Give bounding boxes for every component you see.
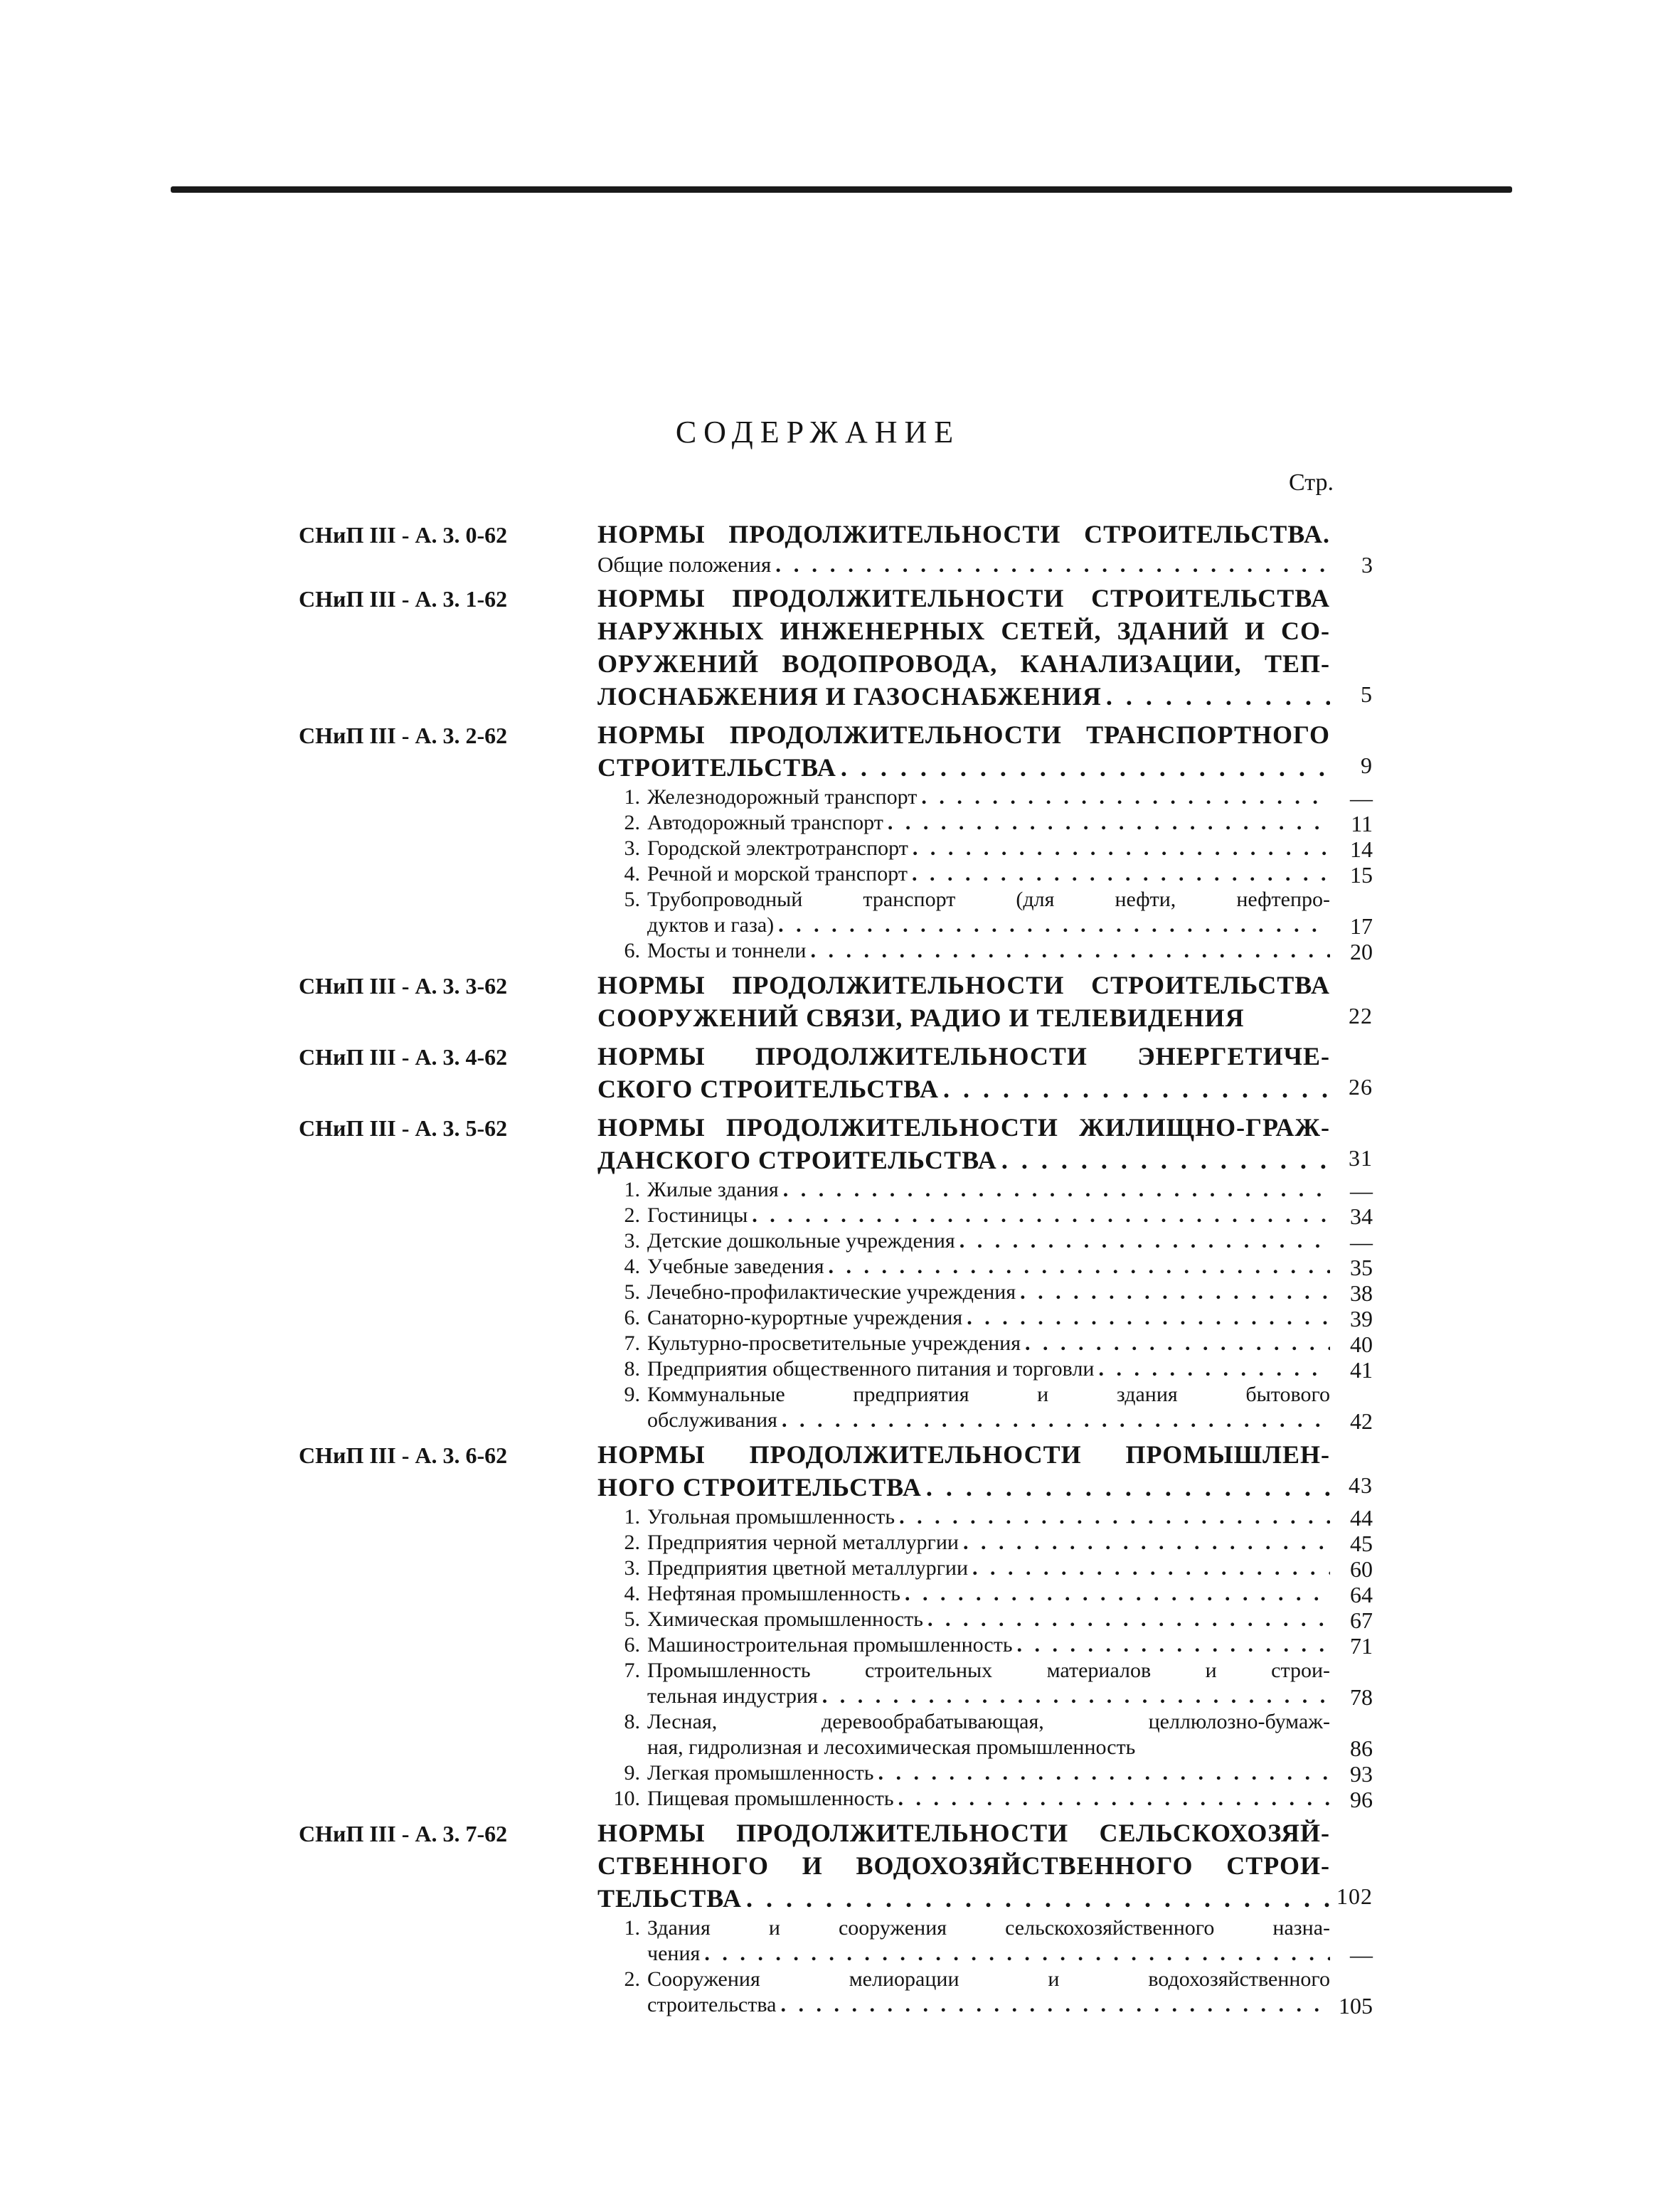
leader-dots [888,811,1330,835]
subsection-item [624,1761,1373,1787]
item-number: 8. [624,1357,640,1381]
page-number: 64 [1350,1582,1373,1607]
leader-dots [783,1178,1330,1202]
page-number: 71 [1350,1633,1373,1659]
subsection-item-continued [647,913,1373,939]
item-text: Учебные заведения [647,1255,824,1278]
item-number: 1. [624,1505,640,1529]
section-title-text: СТРОИТЕЛЬСТВА [597,753,836,782]
page-number: 93 [1350,1761,1373,1787]
page-number: — [1350,1229,1373,1255]
page-number: 43 [1349,1472,1373,1498]
item-number: 10. [613,1787,640,1810]
section-title-text: НОРМЫ ПРОДОЛЖИТЕЛЬНОСТИ СТРОИТЕЛЬСТВА. [597,520,1330,548]
item-text: Мосты и тоннели [647,939,807,962]
page-number: 26 [1349,1074,1373,1100]
section-title-text: ТЕЛЬСТВА [597,1884,743,1913]
section-title-line [597,1818,1330,1851]
section-title-text: ОРУЖЕНИЙ ВОДОПРОВОДА, КАНАЛИЗАЦИИ, ТЕП- [597,649,1330,678]
item-text: Гостиницы [647,1203,748,1227]
leader-dots [810,939,1330,963]
table-of-contents [299,519,1373,2024]
item-number: 3. [624,1229,640,1253]
subsection-item [624,1280,1373,1306]
subsection-item [624,1607,1373,1633]
toc-entry [299,1818,1373,2019]
page-number: 14 [1350,836,1373,862]
item-number: 5. [624,1280,640,1304]
page-column-label: Стр. [1289,469,1334,496]
page-number: 96 [1350,1787,1373,1812]
entry-gap [299,1036,1359,1041]
item-text: Железнодорожный транспорт [647,785,918,809]
subsection-item [624,1357,1373,1383]
page-number: 9 [1361,753,1373,778]
page-number: 39 [1350,1306,1373,1331]
snip-code: СНиП III - А. 3. 7-62 [299,1821,508,1846]
subsection-item [624,862,1373,888]
subsection-item [624,836,1373,862]
subsection-item-continued [647,1942,1373,1967]
section-title-line [597,1112,1330,1145]
section-title-line [597,649,1330,681]
subsection-item-continued [647,1408,1373,1434]
subsection-item [624,1178,1373,1203]
snip-code: СНиП III - А. 3. 6-62 [299,1442,508,1468]
item-text-continued: ная, гидролизная и лесохимическая промышленность [647,1735,1136,1759]
item-text: Городской электротранспорт [647,836,908,860]
item-text: Предприятия цветной металлургии [647,1556,969,1580]
subsection-item [624,888,1330,913]
subsection-item [624,1582,1373,1607]
page-number: 17 [1350,913,1373,939]
item-number: 2. [624,1531,640,1554]
section-title-line [597,1440,1330,1472]
leader-dots [1025,1331,1330,1356]
leader-dots [878,1761,1330,1785]
page-number: 22 [1349,1003,1373,1028]
page-number: 60 [1350,1556,1373,1582]
page-number: 40 [1350,1331,1373,1357]
item-text: Трубопроводный транспорт (для нефти, нефтепро- [647,888,1330,911]
item-text: Здания и сооружения сельскохозяйственного назна- [647,1916,1330,1940]
page-number: 11 [1351,811,1373,836]
item-number: 9. [624,1761,640,1785]
item-text: Жилые здания [647,1178,779,1201]
toc-entry [299,1041,1373,1107]
page-number: — [1350,1178,1373,1203]
item-text: Коммунальные предприятия и здания бытового [647,1383,1330,1406]
item-number: 7. [624,1659,640,1682]
toc-entry [299,720,1373,964]
subsection-item [624,1967,1330,1993]
entry-gap [299,1812,1359,1818]
toc-entry [299,519,1373,578]
item-text: Лечебно-профилактические учреждения [647,1280,1016,1304]
item-text: Предприятия черной металлургии [647,1531,959,1554]
page-number: 44 [1350,1505,1373,1531]
item-text: Культурно-просветительные учреждения [647,1331,1021,1355]
leader-dots [905,1582,1330,1606]
page-number: 15 [1350,862,1373,888]
section-title-line [597,681,1373,714]
item-number: 1. [624,1916,640,1940]
leader-dots [841,753,1330,782]
item-text: Детские дошкольные учреждения [647,1229,955,1253]
leader-dots [822,1684,1330,1708]
leader-dots [1098,1357,1330,1381]
page-number: 34 [1350,1203,1373,1229]
page-number: 5 [1361,681,1373,707]
item-number: 1. [624,785,640,809]
section-title-line [597,519,1330,552]
subsection-item [624,1556,1373,1582]
page-number: — [1350,785,1373,811]
subsection-item [624,1531,1373,1556]
item-text: Химическая промышленность [647,1607,923,1631]
page-number: 45 [1350,1531,1373,1556]
section-title-line [597,970,1330,1003]
subsection-item [624,1505,1373,1531]
item-number: 3. [624,836,640,860]
snip-code: СНиП III - А. 3. 1-62 [299,586,508,612]
item-text: Легкая промышленность [647,1761,874,1785]
page-number: 20 [1350,939,1373,964]
leader-dots [943,1074,1330,1104]
leader-dots [778,913,1330,937]
subsection-item [624,1331,1373,1357]
item-number: 5. [624,888,640,911]
page-number: 38 [1350,1280,1373,1306]
item-text: Санаторно-курортные учреждения [647,1306,963,1329]
toc-entry [299,583,1373,714]
snip-code: СНиП III - А. 3. 5-62 [299,1115,508,1141]
subsection-item [624,1916,1330,1942]
snip-code: СНиП III - А. 3. 0-62 [299,522,508,548]
subsection-item [624,1306,1373,1331]
section-title-line [597,720,1330,753]
entry-gap [299,2019,1359,2024]
subsection-item [624,1229,1373,1255]
page-number: 78 [1350,1684,1373,1710]
item-text-continued: дуктов и газа) [647,913,775,937]
item-number: 6. [624,1306,640,1329]
leader-dots [913,836,1330,861]
item-number: 4. [624,1255,640,1278]
leader-dots [898,1787,1331,1811]
section-title-line [597,1851,1330,1883]
leader-dots [926,1472,1330,1502]
subsection-item-continued [647,1684,1373,1710]
page-number: 102 [1336,1883,1373,1909]
leader-dots [967,1306,1330,1330]
section-title-line [597,1003,1373,1036]
section-title-line [597,1472,1373,1505]
top-rule [171,186,1512,193]
leader-dots [746,1883,1330,1913]
item-number: 2. [624,1203,640,1227]
subsection-item [624,1633,1373,1659]
subsection-item [624,1659,1330,1684]
subsection-item [624,811,1373,836]
item-number: 6. [624,1633,640,1657]
item-text: Пищевая промышленность [647,1787,894,1810]
section-title-line [597,616,1330,649]
section-title-text: ЛОСНАБЖЕНИЯ И ГАЗОСНАБЖЕНИЯ [597,682,1102,711]
item-number: 5. [624,1607,640,1631]
toc-entry [299,1440,1373,1812]
section-title-text: СКОГО СТРОИТЕЛЬСТВА [597,1075,940,1103]
section-title-line [597,1145,1373,1178]
page-number: 42 [1350,1408,1373,1434]
intro-text: Общие положения [597,552,772,577]
section-title-text: НОГО СТРОИТЕЛЬСТВА [597,1473,922,1501]
leader-dots [899,1505,1330,1529]
entry-gap [299,1434,1359,1440]
subsection-item-continued [647,1993,1373,2019]
page-number: 41 [1350,1357,1373,1383]
entry-gap [299,578,1359,583]
item-number: 4. [624,1582,640,1605]
leader-dots [704,1942,1330,1966]
page-number: 31 [1349,1145,1373,1171]
item-text: Угольная промышленность [647,1505,895,1529]
leader-dots [1001,1145,1330,1175]
leader-dots [782,1408,1330,1432]
item-text-continued: чения [647,1942,701,1965]
leader-dots [1106,681,1330,711]
subsection-item [624,1710,1330,1735]
section-title-line [597,583,1330,616]
snip-code: СНиП III - А. 3. 3-62 [299,973,508,999]
section-title-text: НАРУЖНЫХ ИНЖЕНЕРНЫХ СЕТЕЙ, ЗДАНИЙ И СО- [597,617,1330,645]
section-title-line [597,1041,1330,1074]
toc-entry [299,970,1373,1036]
leader-dots [959,1229,1330,1253]
item-number: 8. [624,1710,640,1733]
item-number: 1. [624,1178,640,1201]
page-number: 105 [1339,1993,1373,2019]
page-number: — [1350,1942,1373,1967]
subsection-item [613,1787,1373,1812]
item-text: Машиностроительная промышленность [647,1633,1013,1657]
intro-line [597,552,1373,578]
entry-gap [299,1107,1359,1112]
item-text: Предприятия общественного питания и торговли [647,1357,1095,1381]
section-title-line [597,1074,1373,1107]
leader-dots [972,1556,1330,1580]
section-title-text: НОРМЫ ПРОДОЛЖИТЕЛЬНОСТИ СЕЛЬСКОХОЗЯЙ- [597,1819,1330,1847]
item-number: 2. [624,811,640,834]
section-title-text: НОРМЫ ПРОДОЛЖИТЕЛЬНОСТИ СТРОИТЕЛЬСТВА [597,971,1330,999]
item-number: 6. [624,939,640,962]
page-title: СОДЕРЖАНИЕ [675,415,961,450]
section-title-text: НОРМЫ ПРОДОЛЖИТЕЛЬНОСТИ ЭНЕРГЕТИЧЕ- [597,1042,1330,1070]
snip-code: СНиП III - А. 3. 2-62 [299,723,508,748]
entry-gap [299,714,1359,720]
item-text: Нефтяная промышленность [647,1582,900,1605]
item-number: 7. [624,1331,640,1355]
leader-dots [775,552,1330,578]
leader-dots [1017,1633,1330,1657]
subsection-item [624,785,1373,811]
section-title-line [597,753,1373,785]
page-number: 35 [1350,1255,1373,1280]
section-title-line [597,1883,1373,1916]
leader-dots [752,1203,1330,1228]
section-title-text: СООРУЖЕНИЙ СВЯЗИ, РАДИО И ТЕЛЕВИДЕНИЯ [597,1004,1245,1032]
leader-dots [927,1607,1330,1632]
item-text: Промышленность строительных материалов и строи- [647,1659,1330,1682]
section-title-text: НОРМЫ ПРОДОЛЖИТЕЛЬНОСТИ ЖИЛИЩНО-ГРАЖ- [597,1113,1330,1142]
leader-dots [829,1255,1331,1279]
section-title-text: НОРМЫ ПРОДОЛЖИТЕЛЬНОСТИ ТРАНСПОРТНОГО [597,721,1330,749]
item-number: 3. [624,1556,640,1580]
section-title-text: ДАНСКОГО СТРОИТЕЛЬСТВА [597,1146,997,1174]
item-text-continued: строительства [647,1993,777,2016]
item-number: 9. [624,1383,640,1406]
leader-dots [780,1993,1330,2017]
subsection-item [624,1383,1330,1408]
page-number: 67 [1350,1607,1373,1633]
leader-dots [912,862,1330,886]
item-text: Речной и морской транспорт [647,862,908,886]
subsection-item [624,1203,1373,1229]
page-number: 3 [1361,552,1373,578]
item-text: Лесная, деревообрабатывающая, целлюлозно-бумаж- [647,1710,1330,1733]
item-number: 2. [624,1967,640,1991]
section-title-text: СТВЕННОГО И ВОДОХОЗЯЙСТВЕННОГО СТРОИ- [597,1851,1330,1880]
item-text: Сооружения мелиорации и водохозяйственного [647,1967,1330,1991]
item-text: Автодорожный транспорт [647,811,883,834]
subsection-item [624,1255,1373,1280]
item-text-continued: обслуживания [647,1408,777,1432]
section-title-text: НОРМЫ ПРОДОЛЖИТЕЛЬНОСТИ СТРОИТЕЛЬСТВА [597,584,1330,612]
leader-dots [1020,1280,1330,1304]
section-title-text: НОРМЫ ПРОДОЛЖИТЕЛЬНОСТИ ПРОМЫШЛЕН- [597,1440,1330,1469]
toc-entry [299,1112,1373,1434]
leader-dots [963,1531,1330,1555]
item-number: 4. [624,862,640,886]
entry-gap [299,964,1359,970]
snip-code: СНиП III - А. 3. 4-62 [299,1044,508,1070]
page-number: 86 [1350,1735,1373,1761]
subsection-item-continued [647,1735,1373,1761]
subsection-item [624,939,1373,964]
leader-dots [921,785,1330,809]
item-text-continued: тельная индустрия [647,1684,818,1708]
